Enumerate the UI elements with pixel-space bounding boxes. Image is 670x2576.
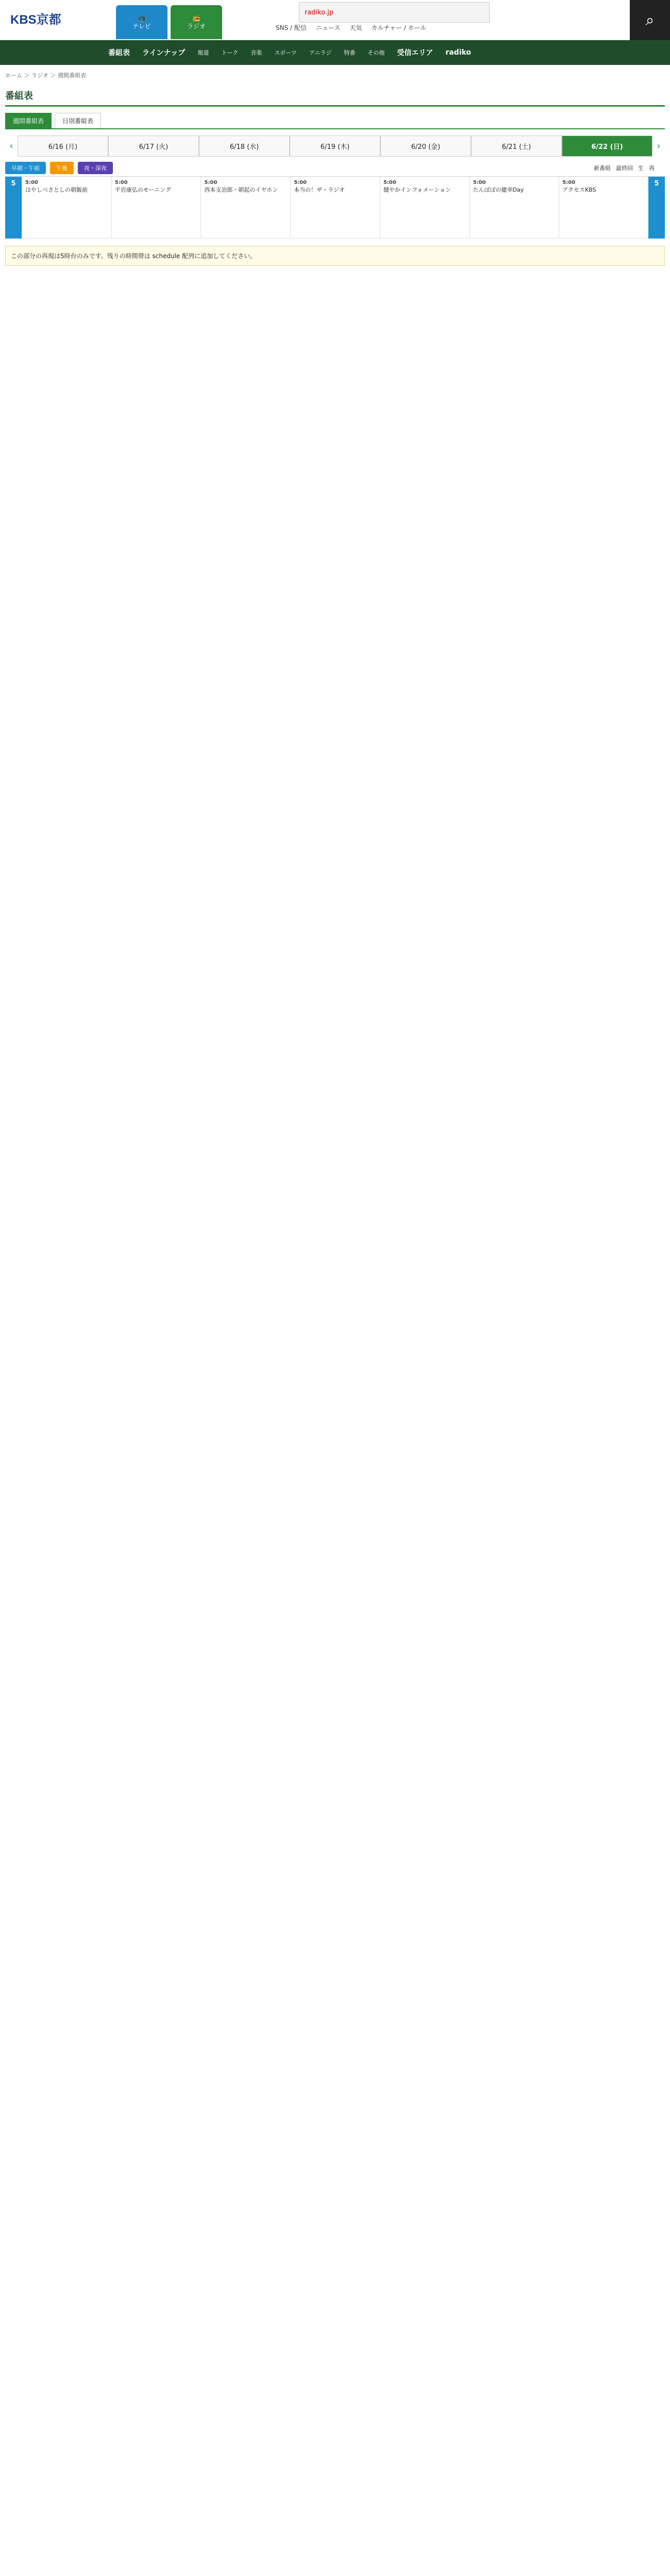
program-time: 5:00 bbox=[473, 180, 486, 185]
global-nav-item[interactable]: トーク bbox=[221, 49, 239, 56]
program-item[interactable] bbox=[294, 180, 377, 194]
day-selector bbox=[5, 135, 665, 157]
top-nav-item[interactable]: 天気 bbox=[349, 24, 362, 31]
program-time: 5:00 bbox=[294, 180, 307, 185]
program-title: 西本支治郎・朝起のイヤホン bbox=[204, 187, 278, 193]
schedule-tabs bbox=[5, 113, 665, 129]
program-time: 5:00 bbox=[562, 180, 576, 185]
top-nav-item[interactable]: ニュース bbox=[315, 24, 341, 31]
day-tab[interactable]: 6/21 (土) bbox=[471, 135, 562, 157]
schedule-cell bbox=[559, 177, 648, 239]
legend-item: 新番組 bbox=[594, 165, 611, 172]
schedule-cell bbox=[111, 177, 201, 239]
next-week-icon[interactable]: › bbox=[657, 141, 661, 151]
band-jump-button[interactable]: 早朝・午前 bbox=[5, 162, 46, 174]
page-title: 番組表 bbox=[5, 86, 665, 107]
program-title: 本当の！ザ・ラジオ bbox=[294, 187, 345, 193]
program-title: 平岩康弘のモーニング bbox=[114, 187, 172, 193]
day-tab[interactable]: 6/22 (日) bbox=[562, 135, 652, 157]
breadcrumb: ホーム ＞ ラジオ ＞ 週間番組表 bbox=[5, 72, 86, 79]
schedule-cell bbox=[380, 177, 470, 239]
program-time: 5:00 bbox=[204, 180, 217, 185]
prev-week-icon[interactable]: ‹ bbox=[9, 141, 13, 151]
day-tab[interactable]: 6/20 (金) bbox=[380, 135, 471, 157]
tab-tv[interactable]: 📺 テレビ bbox=[116, 5, 167, 39]
program-item[interactable] bbox=[25, 180, 108, 194]
tv-icon: 📺 bbox=[138, 14, 146, 22]
top-nav bbox=[276, 23, 426, 32]
program-item[interactable] bbox=[473, 180, 556, 194]
global-nav-item[interactable]: 音楽 bbox=[250, 49, 262, 56]
radio-icon: 📻 bbox=[192, 14, 200, 22]
global-nav-item[interactable]: 受信エリア bbox=[397, 49, 433, 57]
program-title: アクセスKBS bbox=[562, 187, 596, 193]
program-title: たんぽぽの健幸Day bbox=[473, 187, 524, 193]
global-nav-item[interactable]: 特番 bbox=[344, 49, 356, 56]
program-item[interactable] bbox=[562, 180, 645, 194]
day-tab[interactable]: 6/18 (水) bbox=[199, 135, 290, 157]
program-item[interactable] bbox=[383, 180, 466, 194]
global-nav-item[interactable]: ラインナップ bbox=[142, 49, 186, 57]
program-title: 健やかインフォメーション bbox=[383, 187, 451, 193]
radiko-banner[interactable]: radiko.jp bbox=[299, 2, 490, 23]
page-tab[interactable]: 日別番組表 bbox=[55, 113, 101, 128]
top-nav-item[interactable]: カルチャー / ホール bbox=[371, 24, 427, 31]
global-nav-item[interactable]: その他 bbox=[367, 49, 385, 56]
program-title: はやしべさとしの朝飯前 bbox=[25, 187, 88, 193]
hour-label: 5 bbox=[648, 177, 665, 239]
schedule-cell bbox=[22, 177, 111, 239]
global-nav-item[interactable]: radiko bbox=[445, 48, 472, 57]
day-tab[interactable]: 6/17 (火) bbox=[108, 135, 199, 157]
hour-label: 5 bbox=[5, 177, 22, 239]
day-tab[interactable]: 6/19 (木) bbox=[290, 135, 380, 157]
band-jump-button[interactable]: 夜・深夜 bbox=[78, 162, 113, 174]
program-time: 5:00 bbox=[25, 180, 38, 185]
page-tab[interactable]: 週間番組表 bbox=[5, 113, 52, 128]
band-jump-button[interactable]: 午後 bbox=[50, 162, 74, 174]
legend-item: 最終回 bbox=[616, 165, 633, 172]
top-nav-item[interactable]: SNS / 配信 bbox=[276, 24, 307, 31]
schedule-grid bbox=[5, 176, 665, 239]
search-icon: ⌕ bbox=[645, 11, 655, 29]
band-bar bbox=[5, 162, 665, 174]
schedule-cell bbox=[470, 177, 559, 239]
partial-note: この部分の再現は5時台のみです。残りの時間帯は schedule 配列に追加してください。 bbox=[5, 246, 665, 266]
program-item[interactable] bbox=[115, 180, 198, 194]
site-logo[interactable]: KBS京都 bbox=[10, 13, 61, 27]
global-nav-item[interactable]: アニラジ bbox=[309, 49, 332, 56]
day-tab[interactable]: 6/16 (月) bbox=[18, 135, 108, 157]
program-time: 5:00 bbox=[383, 180, 396, 185]
global-nav-item[interactable]: スポーツ bbox=[274, 49, 297, 56]
search-button[interactable] bbox=[630, 0, 670, 40]
schedule-cell bbox=[290, 177, 380, 239]
legend bbox=[594, 164, 655, 172]
tab-radio[interactable]: 📻 ラジオ bbox=[171, 5, 222, 39]
global-nav-item[interactable]: 報道 bbox=[197, 49, 209, 56]
global-nav bbox=[0, 40, 670, 65]
global-nav-item[interactable]: 番組表 bbox=[108, 49, 130, 57]
program-time: 5:00 bbox=[114, 180, 128, 185]
legend-item: 再 bbox=[649, 165, 655, 172]
site-header bbox=[0, 0, 670, 40]
schedule-cell bbox=[200, 177, 290, 239]
legend-item: 生 bbox=[638, 165, 644, 172]
program-item[interactable] bbox=[204, 180, 287, 194]
